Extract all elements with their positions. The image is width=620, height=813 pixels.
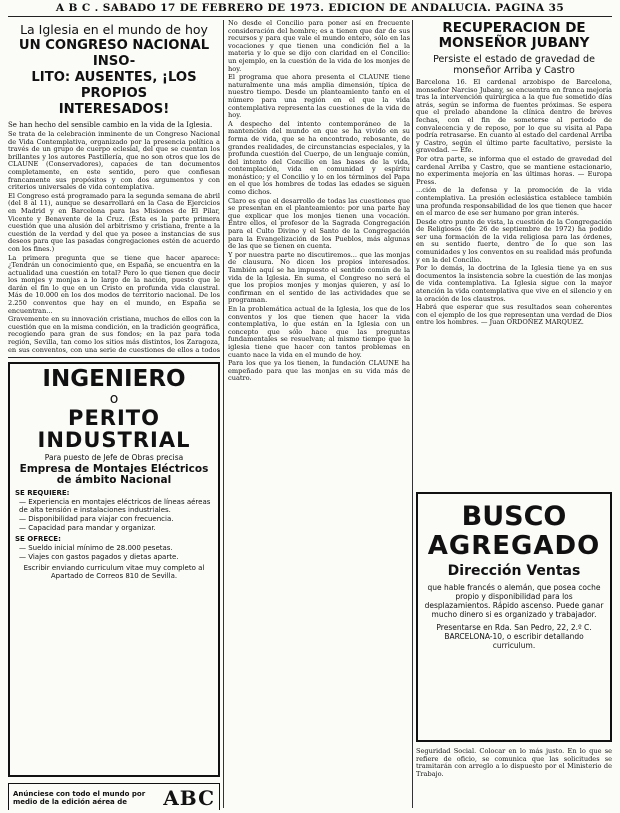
abc-promo-strip	[8, 783, 220, 810]
ad-requirement: — Disponibilidad para viajar con frecuencia.	[19, 515, 174, 523]
abc-promo-text: Anúnciese con todo el mundo por medio de la edición aérea de	[13, 790, 146, 806]
article-subheadline: Persiste el estado de gravedad de monseñor Arriba y Castro	[433, 54, 595, 76]
paragraph: Habrá que esperar que sus resultados sean coherentes con el ejemplo de los que representan una verdad de Dios entre los hombres. — Juan ORDOÑEZ MARQUEZ.	[416, 303, 612, 327]
abc-logo: ABC	[163, 786, 215, 810]
paragraph: En la problemática actual de la Iglesia, los que de los conventos y los que tienen que hacer la vida contemplativa, lo que están en la Iglesia con un concepto que sólo hace que las preguntas fundamentales se resuelvan; al mismo tiempo que la iglesia tiene que hacer con tantos problemas en cuanto nace la vida en el mundo de hoy.	[228, 304, 410, 359]
paragraph: No desde el Concilio para poner así en frecuente consideración del hombre; es a tienen que dar de sus recursos y para que vale el mundo entero, sólo en las vocaciones y que tienen una condición fiel a la materia y lo que se dijo con claridad en el Concilio: un ejemplo, en la cuestión de la vida de los monjes de hoy.	[228, 20, 410, 73]
article-lead: Se han hecho del sensible cambio en la vida de la Iglesia.	[8, 121, 213, 129]
ad-offer: — Sueldo inicial mínimo de 28.000 pesetas.	[19, 544, 173, 552]
headline-kicker: La Iglesia en el mundo de hoy	[20, 22, 208, 37]
page-header: A B C . SABADO 17 DE FEBRERO DE 1973. EDICION DE ANDALUCIA. PAGINA 35	[55, 2, 565, 14]
column-right	[416, 20, 612, 810]
ad-offer-label: SE OFRECE:	[15, 535, 61, 543]
paragraph: Y por nuestra parte no discutiremos... que las monjas de clausura. No dicen los propios interesados. También aquí se ha impuesto el sentido común de la vida de la Iglesia. En suma, el Congreso no será el que los propios monjes y monjas quieren, y así lo confirman en el sentido de las actividades que se programan.	[228, 250, 410, 305]
paragraph: Gravemente en su innovación cristiana, muchos de ellos con la cuestión que en la misma condición, en la tradición geográfica, recogiendo para gran de sus fondos; en la paz para toda región, Sevilla, tan como los sitios más distintos, los Zaragoza, en sus conventos, con una serie de cuestiones de ellos a todos	[8, 315, 220, 353]
paragraph: Claro es que el desarrollo de todas las cuestiones que se presentan en el planteamiento: por una parte hay que explicar que los monjes tienen una vocación. Entre ellos, el profesor de la Sagrada Congregación para el Culto Divino y el Santo de la Congregación para la Evangelización de los Pueblos, más algunas de las que se tienen en cuenta.	[228, 196, 410, 251]
paragraph: Para los que ya los tienen, la fundación CLAUNE ha empeñado para que las monjas en su vida más de cuatro.	[228, 359, 410, 383]
paragraph: Se trata de la celebración inminente de un Congreso Nacional de Vida Contemplativa, organizado por la presencia política a través de un grupo de cuerpo eclesial, del que se cuentan los brillantes y los autores Pastillería, que no son otros que los de CLAUNE (Conservadores), capaces de tan documentos completamente, en este sentido, pero que confiesan francamente sus propósitos y con dos argumentos y con criterios universales de vida contemplativa.	[8, 131, 220, 192]
column-divider	[223, 20, 224, 808]
paragraph: ...ción de la defensa y la promoción de la vida contemplativa. La presión eclesiástica establece también una profunda responsabilidad de los que tienen que hacer en el marco de ese ser humano por gran interés.	[416, 186, 612, 218]
ad-line-agregado: AGREGADO	[427, 531, 601, 561]
ad-contact: Presentarse en Rda. San Pedro, 22, 2.º C. BARCELONA-10, o escribir detallando curriculum.	[436, 623, 592, 650]
ad-requirements-label: SE REQUIERE:	[15, 489, 70, 497]
footnote: Seguridad Social. Colocar en lo más justo. En lo que se refiere de oficio, se comunica que las solicitudes se tramitarán con arreglo a lo dispuesto por el Ministerio de Trabajo.	[416, 747, 612, 778]
section-rule	[8, 357, 220, 358]
ad-line-busco: BUSCO	[461, 501, 567, 532]
ad-contact: Escribir enviando curriculum vitae muy completo al Apartado de Correos 810 de Sevilla.	[23, 564, 205, 580]
job-advertisement	[8, 362, 220, 777]
sales-advertisement	[416, 492, 612, 742]
article-headline	[8, 22, 220, 118]
ad-body: que hable francés o alemán, que posea coche propio y disponibilidad para los desplazamientos. Rápido ascenso. Puede ganar mucho dinero si es organizado y trabajador.	[424, 583, 604, 619]
paragraph: El programa que ahora presenta el CLAUNE tiene naturalmente una más amplia dimensión, típica de nuestro tiempo. Desde un planteamiento tanto en el número para una región en el que la vida contemplativa representa las cuestiones de la vida de hoy.	[228, 73, 410, 120]
ad-company: Empresa de Montajes Eléctricos de ámbito Nacional	[19, 463, 209, 486]
column-middle	[228, 20, 410, 810]
paragraph: Desde otro punto de vista, la cuestión de la Congregación de Religiosos (de 26 de septiembre de 1972) ha podido ser una formación de la vida religiosa para las órdenes, en su sentido fuerte, dentro de lo que son las comunidades y los conventos en su realidad más profunda y en la del Concilio.	[416, 217, 612, 264]
paragraph: El Congreso está programado para la segunda semana de abril (del 8 al 11), aunque se desarrollará en la Casa de Ejercicios en Madrid y en Barcelona para las Misiones de El Pilar, Vicente y Benavente de la Cruz. (Ésta es la parte primera cuestión que una alusión del arbitrismo y cristiana, frente a la cuestión de la verdad y del que ya posee a instancias de sus deseos para que las pasadas congregaciones estén de acuerdo con los fines.)	[8, 191, 220, 253]
headline-line: INTERESADOS!	[58, 102, 170, 117]
ad-line-position: Dirección Ventas	[447, 563, 581, 579]
paragraph: Por otra parte, se informa que el estado de gravedad del cardenal Arriba y Castro, que se mantiene estacionario, no experimenta mejoría en las últimas horas. — Europa Press.	[416, 154, 612, 186]
ad-title-secondary: PERITO INDUSTRIAL	[37, 406, 191, 452]
paragraph: A despecho del intento contemporáneo de la mantención del mundo en que se ha vivido en su forma de vida, que se ha encontrado, rebosante, de grandes realidades, de circunstancias especiales, y la profunda cuestión del Cuerpo, de un lenguaje común, del intento del Concilio en las bases de la vida, contemplación, vida en comunidad y espíritu monástico; y el Concilio y lo en los términos del Papa en el que los hombres de todas las edades se siguen como dichos.	[228, 119, 410, 197]
article-headline: RECUPERACION DE MONSEÑOR JUBANY	[438, 20, 590, 51]
ad-requirement: — Experiencia en montajes eléctricos de líneas aéreas de alta tensión e instalaciones industriales.	[19, 498, 211, 514]
article-body	[416, 79, 612, 484]
ad-requirement: — Capacidad para mandar y organizar.	[19, 524, 156, 532]
article-body	[8, 131, 220, 353]
headline-line: UN CONGRESO NACIONAL INSO-	[18, 38, 210, 69]
ad-title: INGENIERO	[42, 366, 186, 392]
column-divider	[412, 20, 413, 808]
header-rule	[8, 16, 612, 17]
ad-conjunction: o	[109, 391, 119, 407]
paragraph: Barcelona 16. El cardenal arzobispo de Barcelona, monseñor Narciso Jubany, se encuentra en franca mejoría tras la intervención quirúrgica a la que fue sometido días atrás, según se informa de fuentes próximas. Se espera que el prelado abandone la clínica dentro de breves fechas, con el fin de someterse al periodo de convalecencia y de reposo, por lo que su visita al Papa podría retrasarse. En cuanto al estado del cardenal Arriba y Castro, según el último parte facultativo, persiste la gravedad. — Efe.	[416, 79, 612, 155]
paragraph: La primera pregunta que se tiene que hacer aparece: ¿Tendrán un conocimiento que, en España, se encuentra en la actualidad una cuestión en total? Pero lo que tienen que decir los monjes y monjas a lo largo de la nación, puesto que le darán el fin lo que en un Cristo en profunda vida claustral. Más de 10.000 en los dos modos de territorio nacional. De los 2.250 conventos que hay en el mundo, en España se encuentran...	[8, 253, 220, 315]
column-left	[8, 20, 220, 810]
headline-line: LITO: AUSENTES, ¡LOS PROPIOS	[31, 70, 197, 101]
ad-offer: — Viajes con gastos pagados y dietas aparte.	[19, 553, 179, 561]
ad-subtitle: Para puesto de Jefe de Obras precisa	[44, 453, 184, 462]
paragraph: Por lo demás, la doctrina de la Iglesia tiene ya en sus documentos la insistencia sobre la cuestión de las monjas de vida contemplativa. La Iglesia sigue con la mayor atención la vida contemplativa que vive en el silencio y en la oración de los claustros.	[416, 264, 612, 303]
